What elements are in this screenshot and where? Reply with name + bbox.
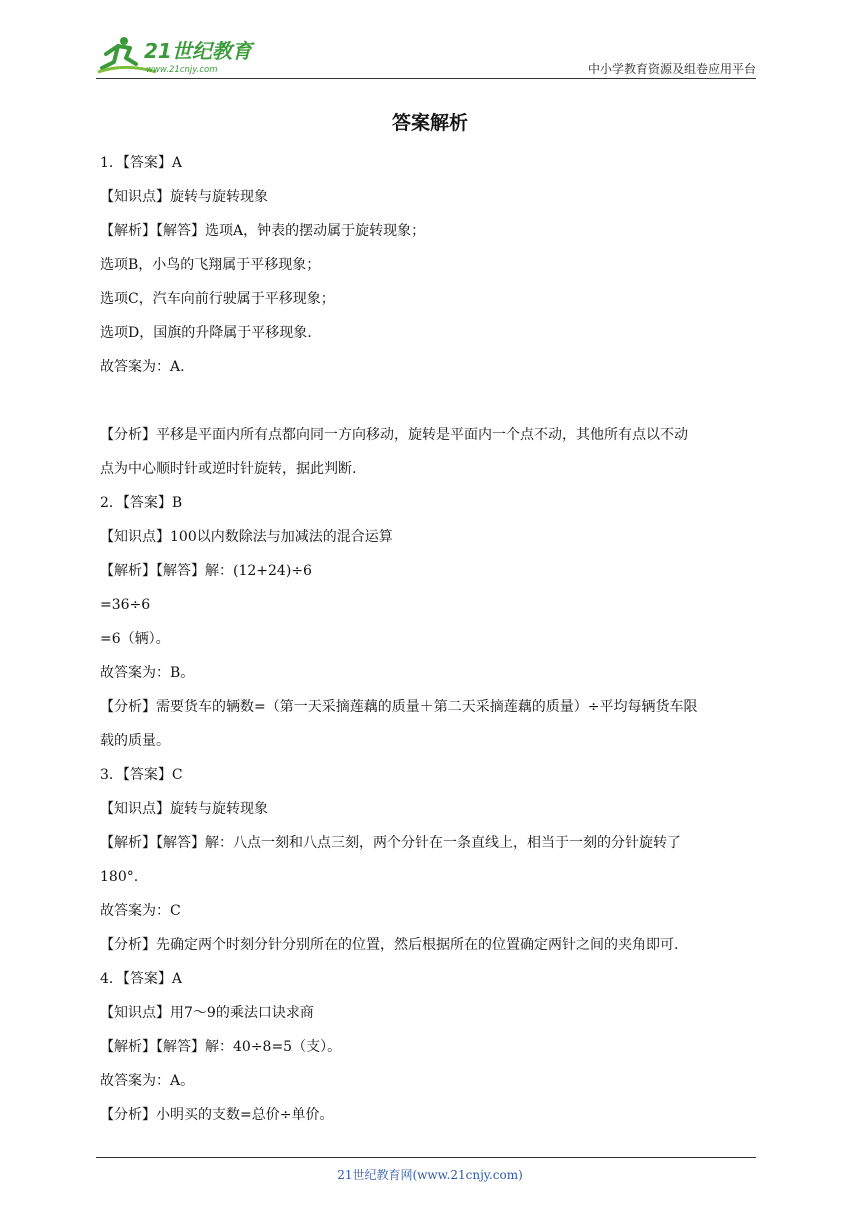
text-line: 载的质量。: [100, 733, 170, 749]
page-header: [96, 32, 756, 80]
text-line: 点为中心顺时针或逆时针旋转，据此判断.: [100, 461, 357, 477]
text-line: 【分析】先确定两个时刻分针分别所在的位置，然后根据所在的位置确定两针之间的夹角即可.: [100, 937, 679, 953]
text-line: 【分析】需要货车的辆数=（第一天采摘莲藕的质量＋第二天采摘莲藕的质量）÷平均每辆货车限: [100, 699, 698, 715]
text-line: 【解析】【解答】选项A，钟表的摆动属于旋转现象；: [100, 223, 426, 239]
text-line: [100, 384, 765, 418]
platform-name: 中小学教育资源及组卷应用平台: [587, 62, 756, 76]
text-line: 3．【答案】C: [100, 767, 183, 783]
text-line: 故答案为：A。: [100, 1073, 195, 1089]
text-line: 【知识点】100以内数除法与加减法的混合运算: [100, 529, 393, 545]
footer-divider: [96, 1157, 756, 1158]
text-line: 【知识点】旋转与旋转现象: [100, 189, 268, 205]
text-line: 【知识点】旋转与旋转现象: [100, 801, 268, 817]
text-line: 选项B，小鸟的飞翔属于平移现象；: [100, 257, 321, 273]
logo-url-text: www.21cnjy.com: [146, 65, 218, 75]
text-line: 故答案为：A.: [100, 359, 185, 375]
text-line: 2．【答案】B: [100, 495, 183, 511]
text-line: =36÷6: [100, 597, 151, 613]
text-line: 180°.: [100, 869, 139, 885]
answer-content: [100, 146, 765, 1132]
header-divider: [96, 78, 756, 79]
text-line: =6（辆）。: [100, 631, 170, 647]
text-line: 【解析】【解答】解：八点一刻和八点三刻，两个分针在一条直线上，相当于一刻的分针旋转了: [100, 835, 681, 851]
text-line: 【分析】平移是平面内所有点都向同一方向移动，旋转是平面内一个点不动，其他所有点以不动: [100, 427, 688, 443]
text-line: 【解析】【解答】解：40÷8=5（支）。: [100, 1039, 342, 1055]
text-line: 【知识点】用7～9的乘法口诀求商: [100, 1005, 314, 1021]
text-line: 选项C，汽车向前行驶属于平移现象；: [100, 291, 335, 307]
text-line: 【解析】【解答】解：(12+24)÷6: [100, 563, 312, 579]
page-title: 答案解析: [391, 112, 468, 134]
text-line: 故答案为：C: [100, 903, 181, 919]
text-line: 4．【答案】A: [100, 971, 183, 987]
footer-text: 21世纪教育网(www.21cnjy.com): [337, 1168, 523, 1182]
text-line: 1．【答案】A: [100, 155, 183, 171]
text-line: 【分析】小明买的支数=总价÷单价。: [100, 1107, 334, 1123]
logo: [96, 32, 266, 80]
logo-text: 21世纪教育: [144, 39, 252, 63]
runner-logo-icon: [96, 32, 266, 80]
text-line: 故答案为：B。: [100, 665, 195, 681]
text-line: 选项D，国旗的升降属于平移现象.: [100, 325, 312, 341]
